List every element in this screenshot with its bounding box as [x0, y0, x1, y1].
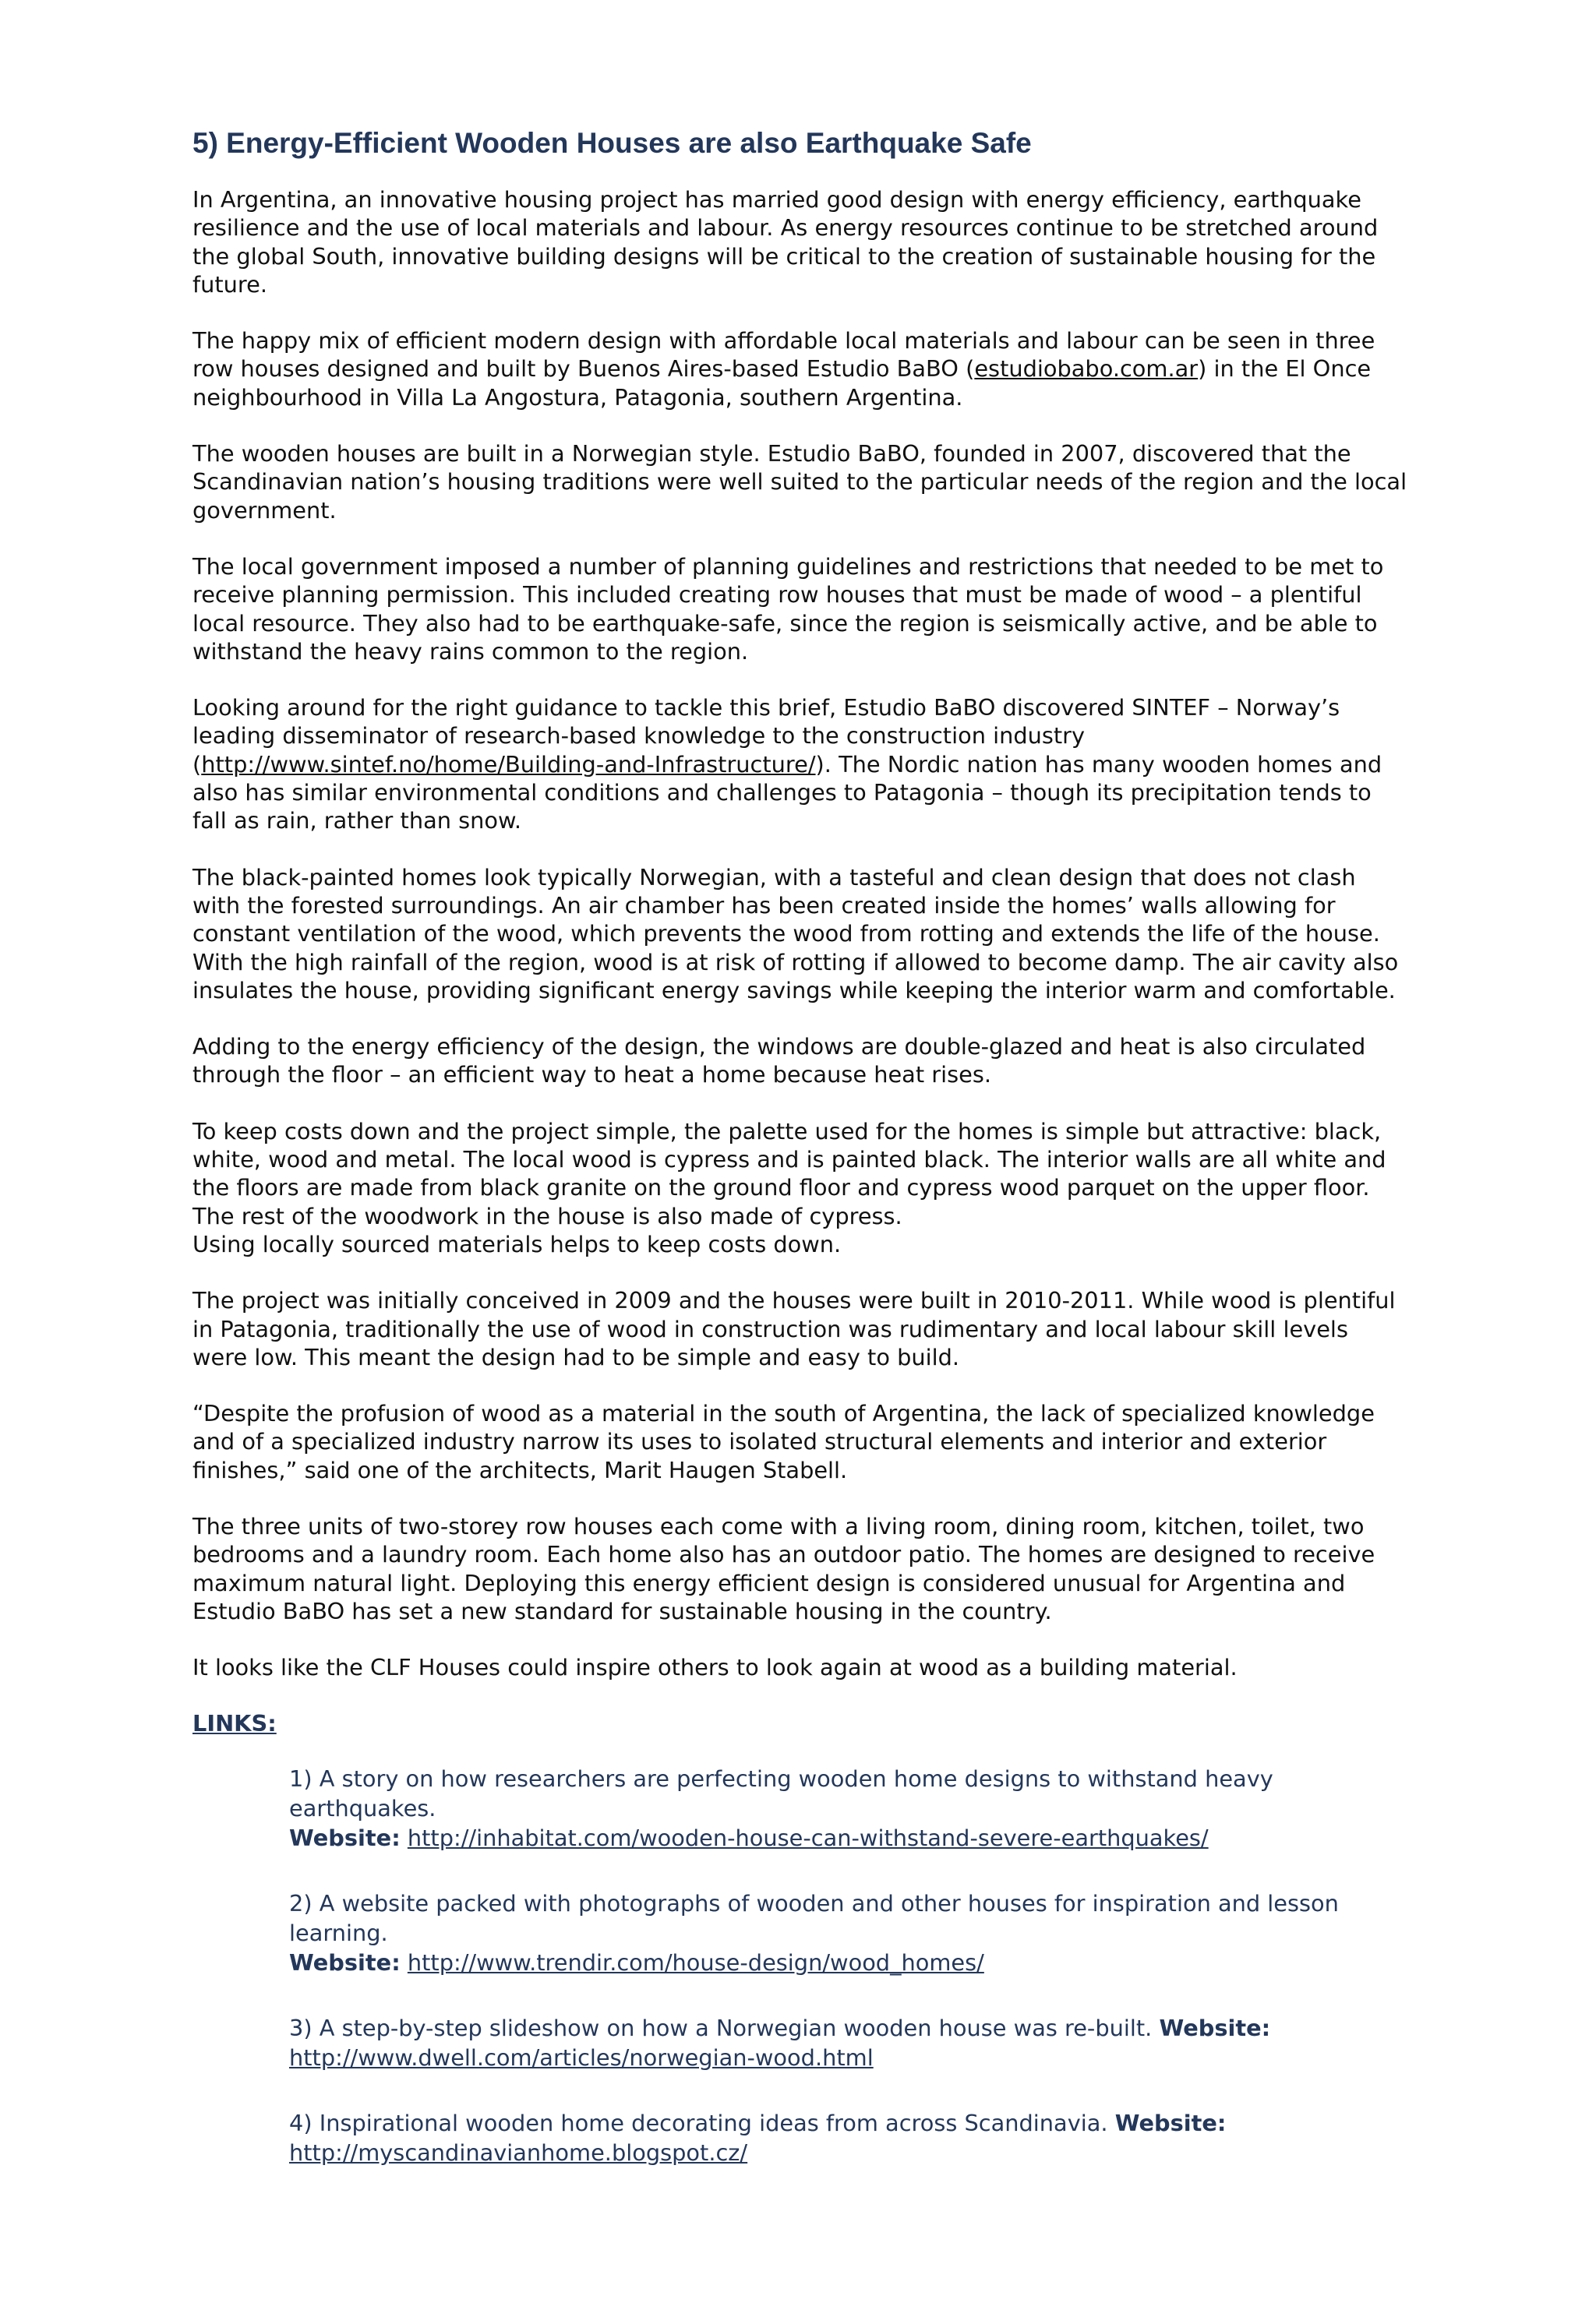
myscandinavianhome-link[interactable]: http://myscandinavianhome.blogspot.cz/ — [289, 2139, 748, 2167]
link-description: 2) A website packed with photographs of wooden and other houses for inspiration and lesson learning. — [289, 1890, 1339, 1947]
links-list — [289, 1764, 1408, 2167]
website-label: Website: — [1114, 2110, 1227, 2137]
estudio-babo-link[interactable]: estudiobabo.com.ar — [974, 355, 1199, 383]
paragraph-design-mix — [192, 326, 1408, 411]
paragraph-text: The happy mix of efficient modern design with affordable local materials and labour can be seen in three row houses designed and built by Buenos Aires-based Estudio BaBO ( — [192, 327, 1375, 383]
page-title: 5) Energy-Efficient Wooden Houses are also Earthquake Safe — [192, 127, 1032, 159]
links-heading: LINKS: — [192, 1710, 277, 1737]
article-content — [192, 126, 1408, 2203]
paragraph-text: Looking around for the right guidance to tackle this brief, Estudio BaBO discovered SINTEF – Norway’s leading disseminator of research-based knowledge to the construction industry ( — [192, 694, 1340, 778]
website-label: Website: — [1159, 2015, 1271, 2042]
paragraph-row-houses: The three units of two-storey row houses each come with a living room, dining room, kitchen, toilet, two bedrooms and a laundry room. Each home also has an outdoor patio. The homes are designed to receive maximum natural light. Deploying this energy efficient design is considered unusual for Argentina and Estudio BaBO has set a new standard for sustainable housing in the country. — [192, 1512, 1375, 1624]
dwell-link[interactable]: http://www.dwell.com/articles/norwegian-wood.html — [289, 2044, 874, 2072]
paragraph-text: Using locally sourced materials helps to keep costs down. — [192, 1230, 842, 1257]
paragraph-double-glazing: Adding to the energy efficiency of the design, the windows are double-glazed and heat is also circulated through the floor – an efficient way to heat a home because heat rises. — [192, 1033, 1366, 1088]
trendir-link[interactable]: http://www.trendir.com/house-design/wood_homes/ — [407, 1949, 984, 1977]
paragraph-conclusion: It looks like the CLF Houses could inspire others to look again at wood as a building material. — [192, 1654, 1238, 1681]
link-description: 3) A step-by-step slideshow on how a Norwegian wooden house was re-built. — [289, 2015, 1153, 2042]
paragraph-text: To keep costs down and the project simple, the palette used for the homes is simple but attractive: black, white, wood and metal. The local wood is cypress and is painted black. The interior walls are all white and the floors are made from black granite on the ground floor and cypress wood parquet on the upper floor. The rest of the woodwork in the house is also made of cypress. — [192, 1117, 1386, 1229]
paragraph-architect-quote: “Despite the profusion of wood as a material in the south of Argentina, the lack of specialized knowledge and of a specialized industry narrow its uses to isolated structural elements and interior and exterior finishes,” said one of the architects, Marit Haugen Stabell. — [192, 1400, 1375, 1483]
paragraph-intro: In Argentina, an innovative housing project has married good design with energy efficiency, earthquake resilience and the use of local materials and labour. As energy resources continue to be stretched around the global South, innovative building designs will be critical to the creation of sustainable housing for the future. — [192, 186, 1379, 298]
paragraph-planning-guidelines: The local government imposed a number of planning guidelines and restrictions that needed to be met to receive planning permission. This included creating row houses that must be made of wood – a plentiful local resource. They also had to be earthquake-safe, since the region is seismically active, and be able to withstand the heavy rains common to the region. — [192, 552, 1384, 665]
paragraph-text: ). The Nordic nation has many wooden homes and also has similar environmental conditions and challenges to Patagonia – though its precipitation tends to fall as rain, rather than snow. — [192, 750, 1382, 834]
link-item — [289, 2013, 1408, 2072]
paragraph-timeline: The project was initially conceived in 2009 and the houses were built in 2010-2011. While wood is plentiful in Patagonia, traditionally the use of wood in construction was rudimentary and local labour skill levels were low. This meant the design had to be simple and easy to build. — [192, 1287, 1396, 1370]
website-label: Website: — [289, 1825, 401, 1852]
link-item — [289, 1764, 1408, 1853]
sintef-link[interactable]: http://www.sintef.no/home/Building-and-Infrastructure/ — [201, 750, 816, 778]
paragraph-norwegian-style: The wooden houses are built in a Norwegian style. Estudio BaBO, founded in 2007, discovered that the Scandinavian nation’s housing traditions were well suited to the particular needs of the region and the local government. — [192, 440, 1407, 524]
paragraph-text: ) in the El Once neighbourhood in Villa La Angostura, Patagonia, southern Argentina. — [192, 355, 1372, 411]
inhabitat-link[interactable]: http://inhabitat.com/wooden-house-can-withstand-severe-earthquakes/ — [407, 1825, 1209, 1852]
paragraph-sintef — [192, 693, 1408, 834]
link-item — [289, 1888, 1408, 1977]
link-description: 4) Inspirational wooden home decorating ideas from across Scandinavia. — [289, 2110, 1108, 2137]
website-label: Website: — [289, 1949, 401, 1977]
paragraph-palette — [192, 1117, 1408, 1258]
paragraph-air-chamber: The black-painted homes look typically Norwegian, with a tasteful and clean design that does not clash with the forested surroundings. An air chamber has been created inside the homes’ walls allowing for constant ventilation of the wood, which prevents the wood from rotting and extends the life of the house. With the high rainfall of the region, wood is at risk of rotting if allowed to become damp. The air cavity also insulates the house, providing significant energy savings while keeping the interior warm and comfortable. — [192, 863, 1399, 1003]
link-item — [289, 2108, 1408, 2167]
link-description: 1) A story on how researchers are perfecting wooden home designs to withstand heavy earthquakes. — [289, 1765, 1273, 1822]
